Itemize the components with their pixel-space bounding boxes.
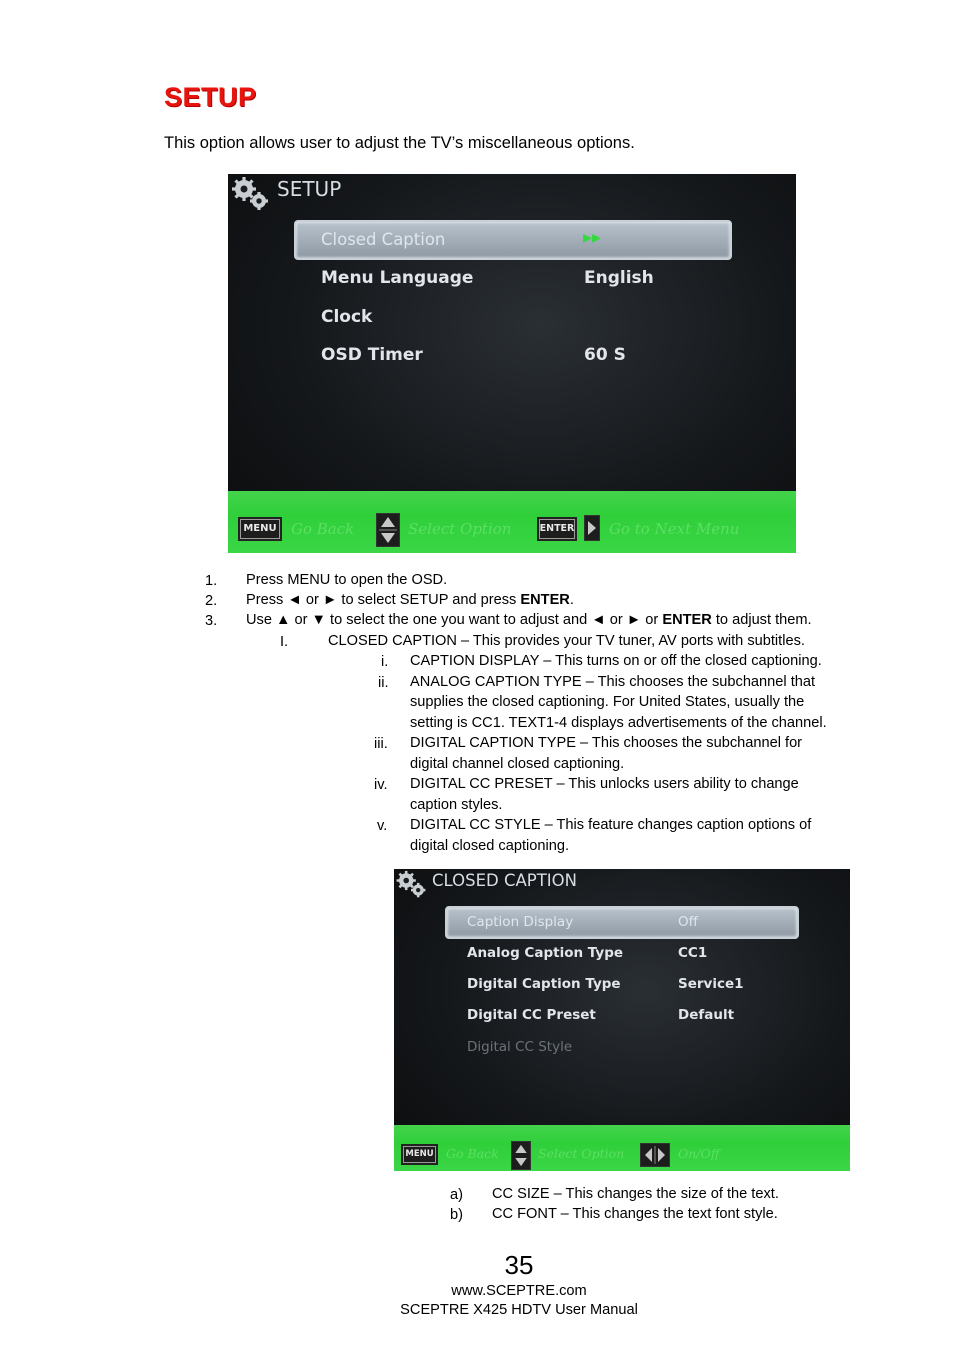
- menu-item-digital-cc-style[interactable]: Digital CC Style: [467, 1039, 573, 1055]
- roman-item-text: DIGITAL CAPTION TYPE – This chooses the subchannel for: [410, 735, 803, 751]
- roman-item-text: DIGITAL CC PRESET – This unlocks users ability to change: [410, 776, 799, 792]
- letter-item-text: CC FONT – This changes the text font style.: [492, 1206, 778, 1222]
- step-text: Press ◄ or ► to select SETUP and press ENTER.: [246, 592, 574, 608]
- roman-item-text: digital closed captioning.: [410, 838, 570, 854]
- step-text: Press MENU to open the OSD.: [246, 572, 448, 588]
- select-option-hint: Select Option: [538, 1146, 625, 1161]
- menu-item-analog-caption-type[interactable]: Analog Caption Type: [467, 945, 624, 961]
- subheading-number: I.: [280, 634, 289, 650]
- roman-item-text: digital channel closed captioning.: [410, 756, 625, 772]
- closed-caption-screenshot: [394, 869, 850, 1171]
- setup-screenshot: [228, 174, 796, 553]
- menu-item-caption-display[interactable]: Caption Display: [467, 914, 574, 930]
- osd-footer: [228, 491, 796, 553]
- roman-item-text: setting is CC1. TEXT1-4 displays advertisements of the channel.: [410, 715, 827, 731]
- osd-title: SETUP: [277, 177, 342, 201]
- step-number: 3.: [205, 613, 218, 629]
- left-right-key-icon: [640, 1143, 670, 1167]
- step-number: 2.: [205, 593, 218, 609]
- go-back-hint: Go Back: [291, 520, 355, 538]
- digital-caption-type-value: Service1: [678, 976, 744, 992]
- page-title: SETUP: [164, 82, 257, 112]
- menu-key-icon: MENU: [238, 517, 282, 541]
- roman-item-text: caption styles.: [410, 797, 503, 813]
- enter-key-icon: ENTER: [537, 517, 577, 541]
- step-number: 1.: [205, 573, 218, 589]
- roman-number: i.: [381, 654, 389, 670]
- roman-item-text: CAPTION DISPLAY – This turns on or off the closed captioning.: [410, 653, 822, 669]
- roman-item-text: ANALOG CAPTION TYPE – This chooses the subchannel that: [410, 674, 816, 690]
- menu-item-digital-cc-preset[interactable]: Digital CC Preset: [467, 1007, 596, 1023]
- menu-item-osd-timer[interactable]: OSD Timer: [321, 345, 423, 365]
- intro-text: This option allows user to adjust the TV’s miscellaneous options.: [164, 134, 635, 152]
- letter-marker: a): [450, 1187, 463, 1203]
- letter-item-text: CC SIZE – This changes the size of the text.: [492, 1186, 779, 1202]
- osd-timer-value: 60 S: [584, 345, 626, 365]
- roman-number: ii.: [378, 675, 389, 691]
- menu-language-value: English: [584, 268, 654, 288]
- menu-key-icon: MENU: [401, 1144, 438, 1165]
- roman-item-text: supplies the closed captioning. For United States, usually the: [410, 694, 805, 710]
- letter-marker: b): [450, 1207, 463, 1223]
- roman-item-text: DIGITAL CC STYLE – This feature changes caption options of: [410, 817, 812, 833]
- step-text: Use ▲ or ▼ to select the one you want to adjust and ◄ or ► or ENTER to adjust them.: [246, 612, 812, 628]
- right-key-icon: [584, 515, 600, 541]
- up-down-key-icon: [511, 1141, 531, 1170]
- menu-item-digital-caption-type[interactable]: Digital Caption Type: [467, 976, 621, 992]
- manual-title: SCEPTRE X425 HDTV User Manual: [400, 1302, 638, 1318]
- roman-number: v.: [377, 818, 388, 834]
- menu-item-menu-language[interactable]: Menu Language: [321, 268, 474, 288]
- gear-icon: [395, 870, 427, 899]
- caption-display-value: Off: [678, 914, 698, 930]
- osd-footer: [394, 1125, 850, 1171]
- menu-item-closed-caption[interactable]: Closed Caption: [321, 230, 446, 249]
- up-down-key-icon: [376, 513, 400, 547]
- next-menu-hint: Go to Next Menu: [609, 520, 740, 538]
- analog-caption-type-value: CC1: [678, 945, 708, 961]
- roman-number: iv.: [374, 777, 388, 793]
- select-option-hint: Select Option: [408, 520, 512, 538]
- digital-cc-preset-value: Default: [678, 1007, 735, 1023]
- menu-item-clock[interactable]: Clock: [321, 307, 373, 327]
- closed-caption-arrow-icon: ▸▸: [583, 227, 602, 248]
- osd-title: CLOSED CAPTION: [432, 871, 577, 890]
- website-link: www.SCEPTRE.com: [451, 1283, 587, 1299]
- roman-number: iii.: [374, 736, 388, 752]
- gear-icon: [230, 176, 270, 212]
- on-off-hint: On/Off: [678, 1146, 720, 1161]
- page-number: 35: [504, 1250, 534, 1280]
- subheading-text: CLOSED CAPTION – This provides your TV tuner, AV ports with subtitles.: [328, 633, 805, 649]
- go-back-hint: Go Back: [446, 1146, 499, 1161]
